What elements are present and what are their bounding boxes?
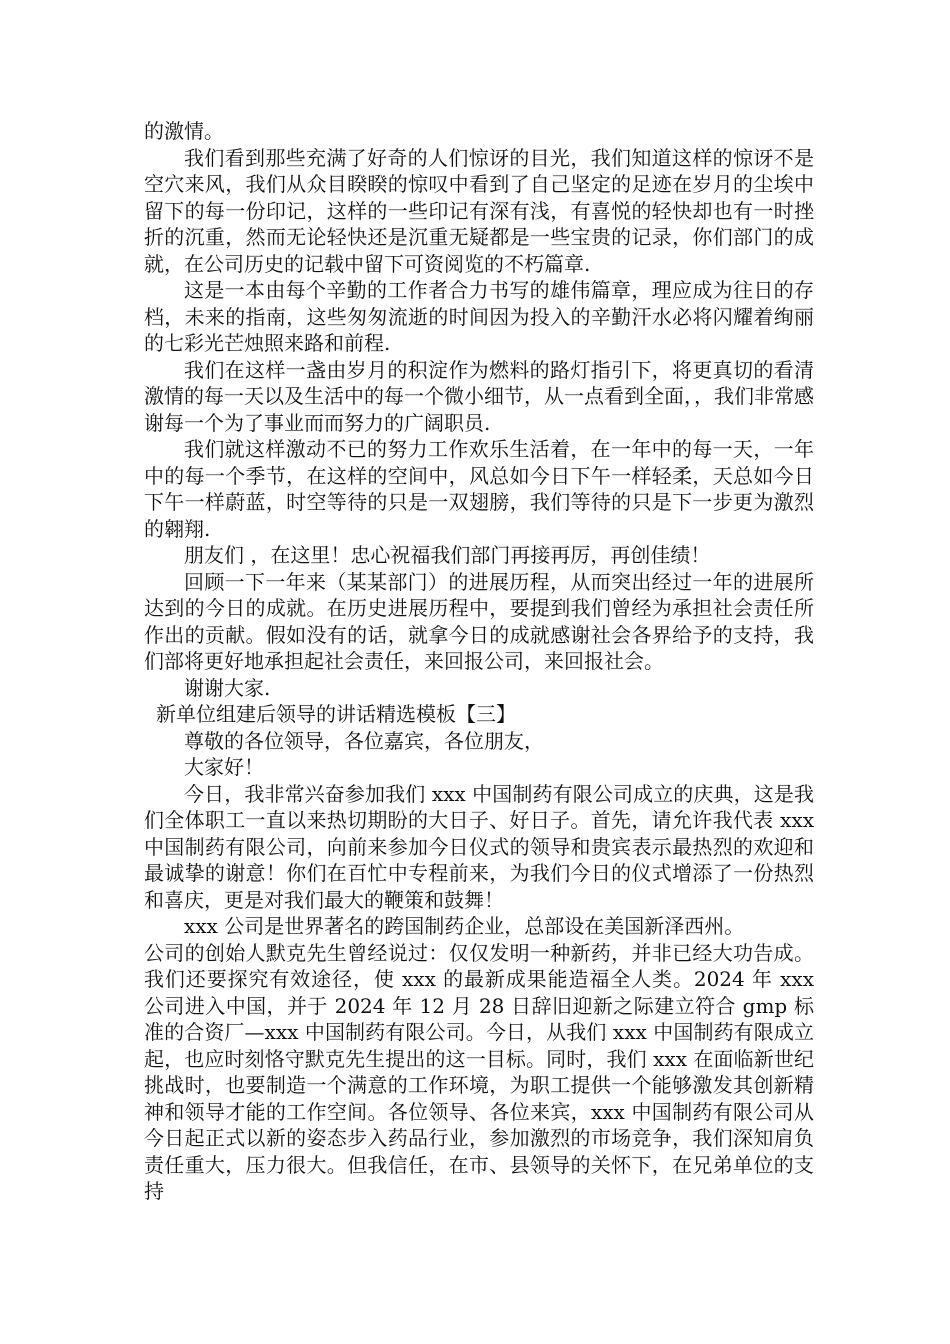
- paragraph: 我们看到那些充满了好奇的人们惊讶的目光，我们知道这样的惊讶不是空穴来风，我们从众目睽睽的惊叹中看到了自己坚定的足迹在岁月的尘埃中留下的每一份印记，这样的一些印记有深有浅，有喜悦的轻快却也有一时挫折的沉重，然而无论轻快还是沉重无疑都是一些宝贵的记录，你们部门的成就，在公司历史的记载中留下可资阅览的不朽篇章.: [144, 145, 814, 276]
- paragraph: 公司的创始人默克先生曾经说过：仅仅发明一种新药，并非已经大功告成。我们还要探究有效途径，使 xxx 的最新成果能造福全人类。2024 年 xxx 公司进入中国，并于 2024 年 12 月 28 日辞旧迎新之际建立符合 gmp 标准的合资厂—xxx 中国制药有限公司。今日，从我们 xxx 中国制药有限成立起，也应时刻恪守默克先生提出的这一目标。同时，我们 xxx 在面临新世纪挑战时，也要制造一个满意的工作环境，为职工提供一个能够激发其创新精神和领导才能的工作空间。各位领导、各位来宾，xxx 中国制药有限公司从今日起正式以新的姿态步入药品行业，参加激烈的市场竞争，我们深知肩负责任重大，压力很大。但我信任，在市、县领导的关怀下，在兄弟单位的支持: [144, 940, 814, 1203]
- salutation: 尊敬的各位领导，各位嘉宾，各位朋友，: [184, 728, 544, 753]
- paragraph: 今日，我非常兴奋参加我们 xxx 中国制药有限公司成立的庆典，这是我们全体职工一直以来热切期盼的大日子、好日子。首先，请允许我代表 xxx 中国制药有限公司，向前来参加今日仪式的领导和贵宾表示最热烈的欢迎和最诚挚的谢意！你们在百忙中专程前来，为我们今日的仪式增添了一份热烈和喜庆，更是对我们最大的鞭策和鼓舞！: [144, 781, 814, 912]
- closing-thanks: 谢谢大家.: [184, 675, 271, 700]
- paragraph: 朋友们 ，在这里！忠心祝福我们部门再接再厉，再创佳绩！: [184, 543, 711, 567]
- paragraph: 我们在这样一盏由岁月的积淀作为燃料的路灯指引下，将更真切的看清激情的每一天以及生活中的每一个微小细节，从一点看到全面，，我们非常感谢每一个为了事业而而努力的广阔职员.: [144, 357, 814, 435]
- paragraph-continuation: 的激情。: [144, 119, 224, 143]
- paragraph: 这是一本由每个辛勤的工作者合力书写的雄伟篇章，理应成为往日的存档，未来的指南，这些匆匆流逝的时间因为投入的辛勤汗水必将闪耀着绚丽的七彩光芒烛照来路和前程.: [144, 278, 814, 355]
- document-page: [144, 118, 814, 1205]
- paragraph: xxx 公司是世界著名的跨国制药企业，总部设在美国新泽西州。: [184, 914, 745, 938]
- section-heading: 新单位组建后领导的讲话精选模板【三】: [156, 702, 516, 726]
- paragraph: 回顾一下一年来（某某部门）的进展历程，从而突出经过一年的进展所达到的今日的成就。在历史进展历程中，要提到我们曾经为承担社会责任所作出的贡献。假如没有的话，就拿今日的成就感谢社会各界给予的支持，我们部将更好地承担起社会责任，来回报公司，来回报社会。: [144, 569, 814, 673]
- greeting: 大家好！: [184, 755, 264, 779]
- paragraph: 我们就这样激动不已的努力工作欢乐生活着，在一年中的每一天，一年中的每一个季节，在这样的空间中，风总如今日下午一样轻柔，天总如今日下午一样蔚蓝，时空等待的只是一双翅膀，我们等待的只是下一步更为激烈的翱翔.: [144, 437, 814, 541]
